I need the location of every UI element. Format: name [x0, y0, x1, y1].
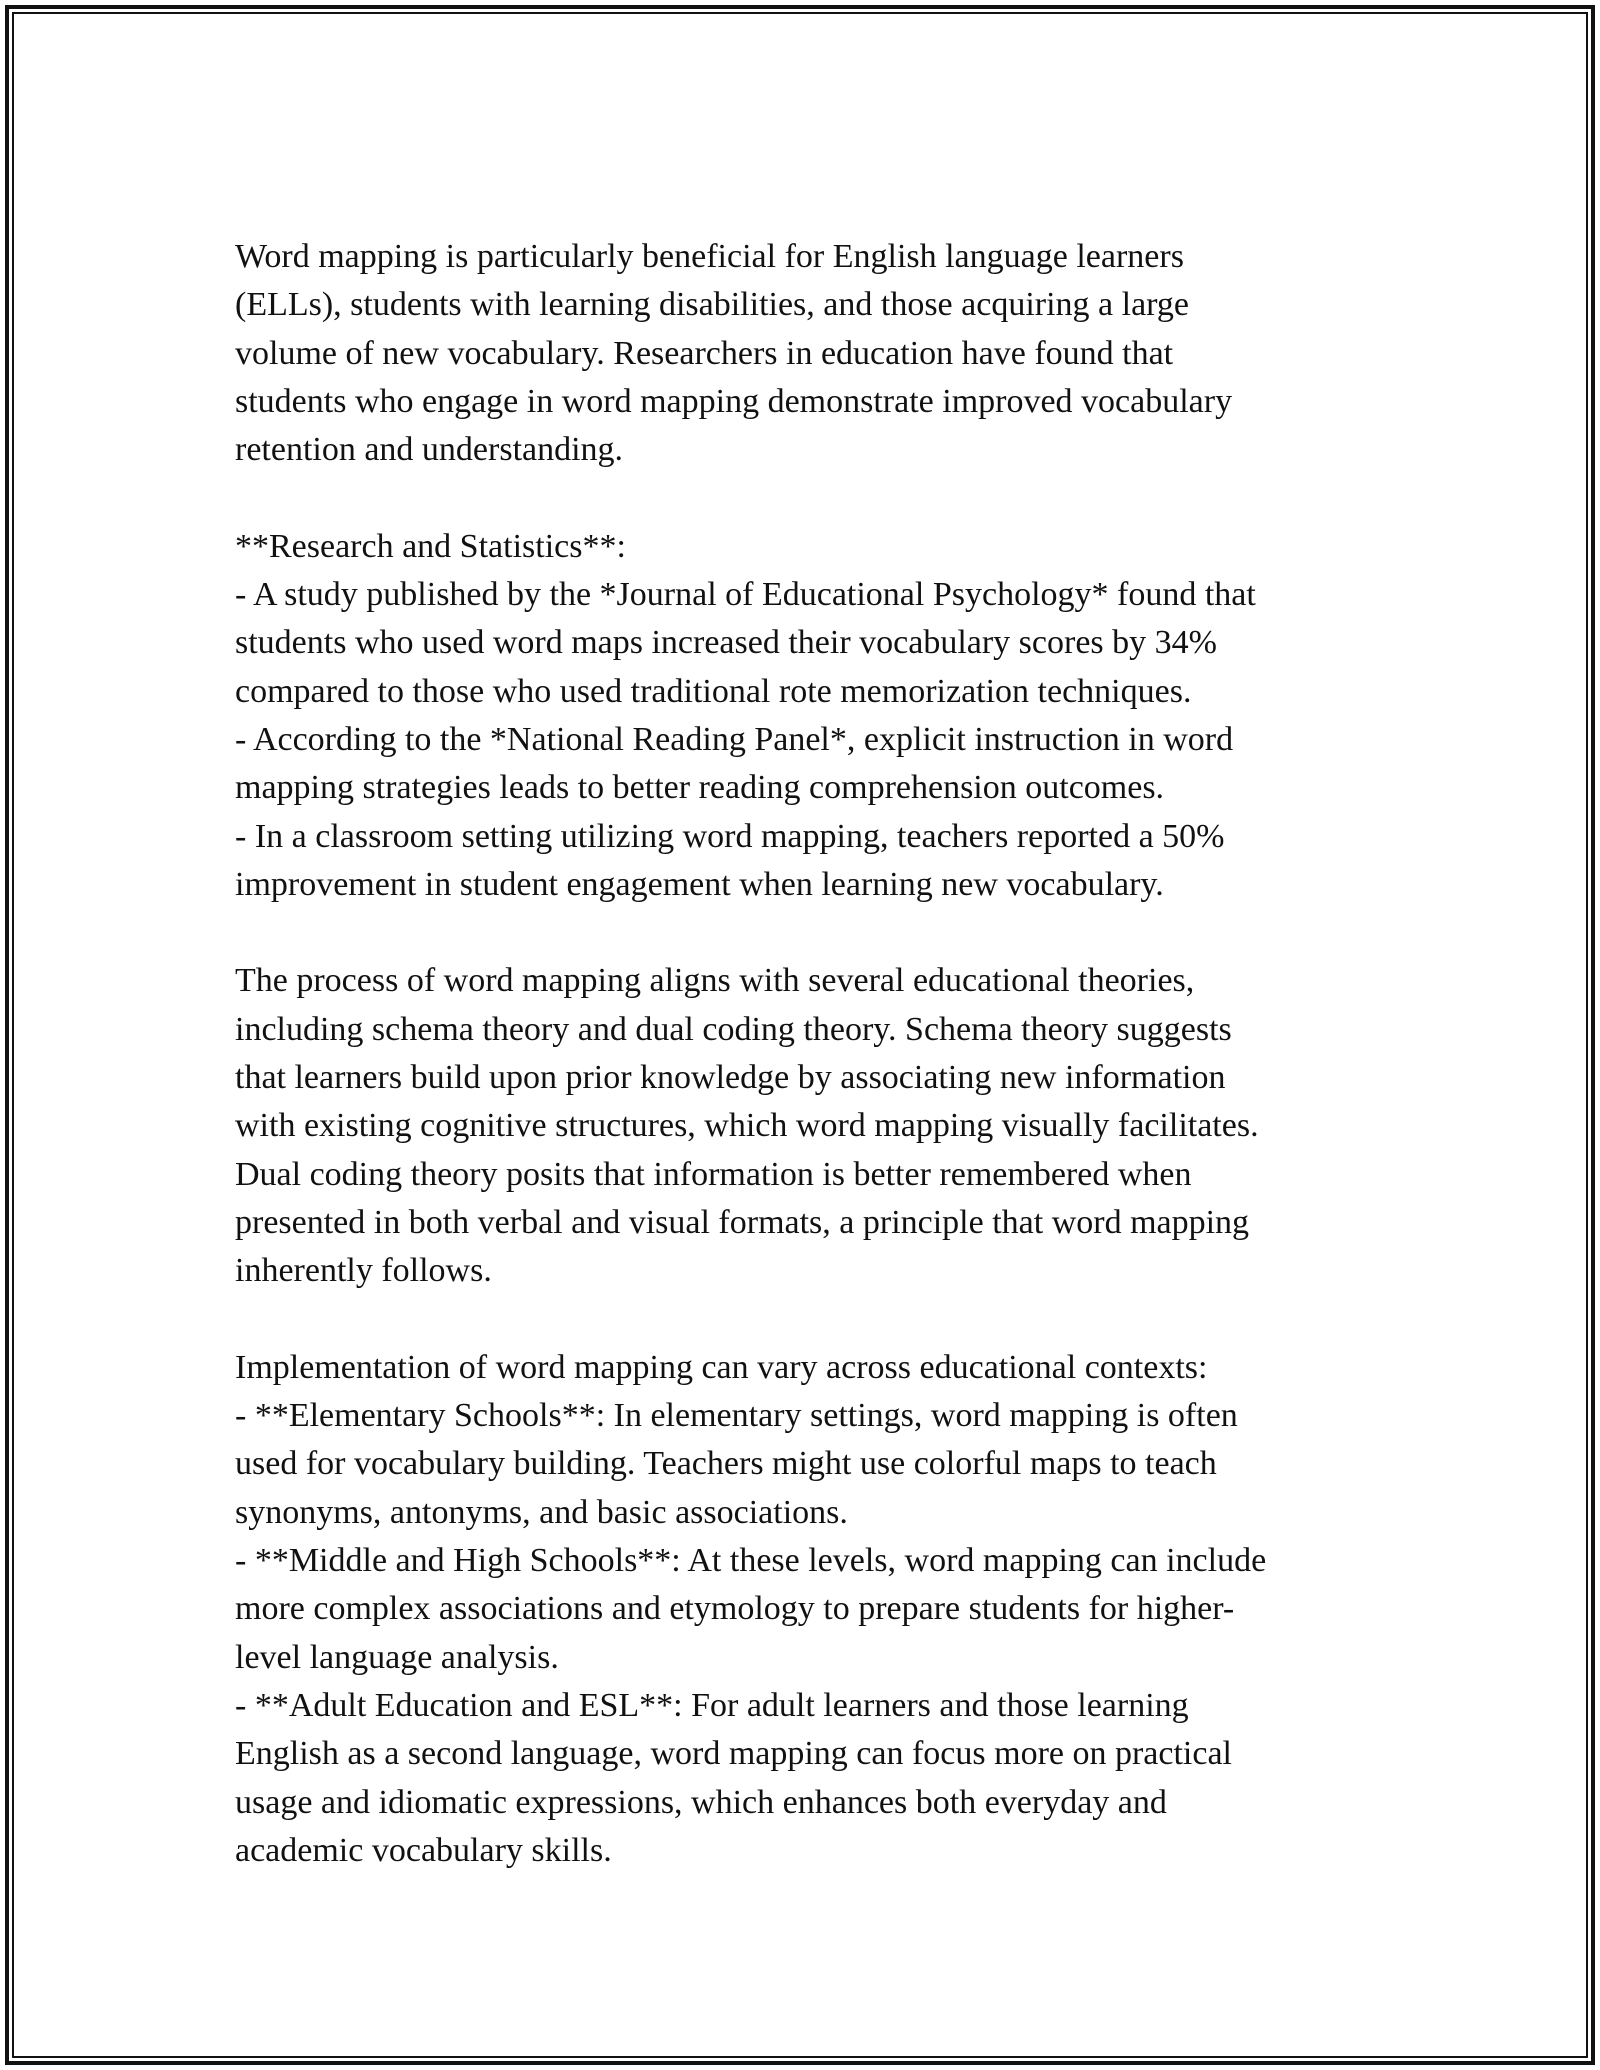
paragraph-implementation [235, 1344, 1375, 1875]
text-line: Dual coding theory posits that information is better remembered when [235, 1155, 1192, 1193]
text-line: mapping strategies leads to better reading comprehension outcomes. [235, 769, 1165, 807]
paragraph-theories [235, 957, 1375, 1295]
text-line: presented in both verbal and visual formats, a principle that word mapping [235, 1203, 1250, 1241]
text-line: level language analysis. [235, 1638, 559, 1676]
text-line: - According to the *National Reading Panel*, explicit instruction in word [235, 720, 1234, 758]
paragraph-gap [235, 474, 1375, 522]
text-line: English as a second language, word mapping can focus more on practical [235, 1735, 1233, 1773]
text-line: Implementation of word mapping can vary across educational contexts: [235, 1348, 1208, 1386]
text-line: used for vocabulary building. Teachers might use colorful maps to teach [235, 1445, 1217, 1483]
document-body [235, 233, 1375, 1875]
text-line: synonyms, antonyms, and basic associations. [235, 1493, 848, 1531]
text-line: inherently follows. [235, 1252, 492, 1290]
text-line: compared to those who used traditional rote memorization techniques. [235, 672, 1192, 710]
text-line: academic vocabulary skills. [235, 1831, 612, 1869]
text-line: - A study published by the *Journal of Educational Psychology* found that [235, 576, 1256, 614]
text-line: retention and understanding. [235, 431, 624, 469]
text-line: improvement in student engagement when learning new vocabulary. [235, 865, 1164, 903]
text-line: that learners build upon prior knowledge by associating new information [235, 1059, 1226, 1097]
text-line: Word mapping is particularly beneficial for English language learners [235, 238, 1184, 275]
text-line: - **Adult Education and ESL**: For adult learners and those learning [235, 1686, 1189, 1724]
paragraph-gap [235, 909, 1375, 957]
text-line: more complex associations and etymology to prepare students for higher- [235, 1590, 1235, 1628]
text-line: including schema theory and dual coding theory. Schema theory suggests [235, 1010, 1232, 1048]
text-line: - **Middle and High Schools**: At these levels, word mapping can include [235, 1542, 1267, 1580]
paragraph-intro [235, 233, 1375, 474]
text-line: students who engage in word mapping demonstrate improved vocabulary [235, 382, 1233, 420]
text-line: (ELLs), students with learning disabilities, and those acquiring a large [235, 286, 1189, 324]
text-line: students who used word maps increased their vocabulary scores by 34% [235, 624, 1217, 662]
text-line: volume of new vocabulary. Researchers in education have found that [235, 334, 1174, 372]
text-line: The process of word mapping aligns with several educational theories, [235, 962, 1195, 1000]
text-line: - **Elementary Schools**: In elementary settings, word mapping is often [235, 1397, 1238, 1435]
text-line: usage and idiomatic expressions, which enhances both everyday and [235, 1783, 1167, 1821]
paragraph-research-statistics [235, 523, 1375, 909]
text-line: - In a classroom setting utilizing word mapping, teachers reported a 50% [235, 817, 1225, 855]
text-line: with existing cognitive structures, which word mapping visually facilitates. [235, 1107, 1259, 1145]
section-heading: **Research and Statistics**: [235, 527, 626, 565]
paragraph-gap [235, 1296, 1375, 1344]
